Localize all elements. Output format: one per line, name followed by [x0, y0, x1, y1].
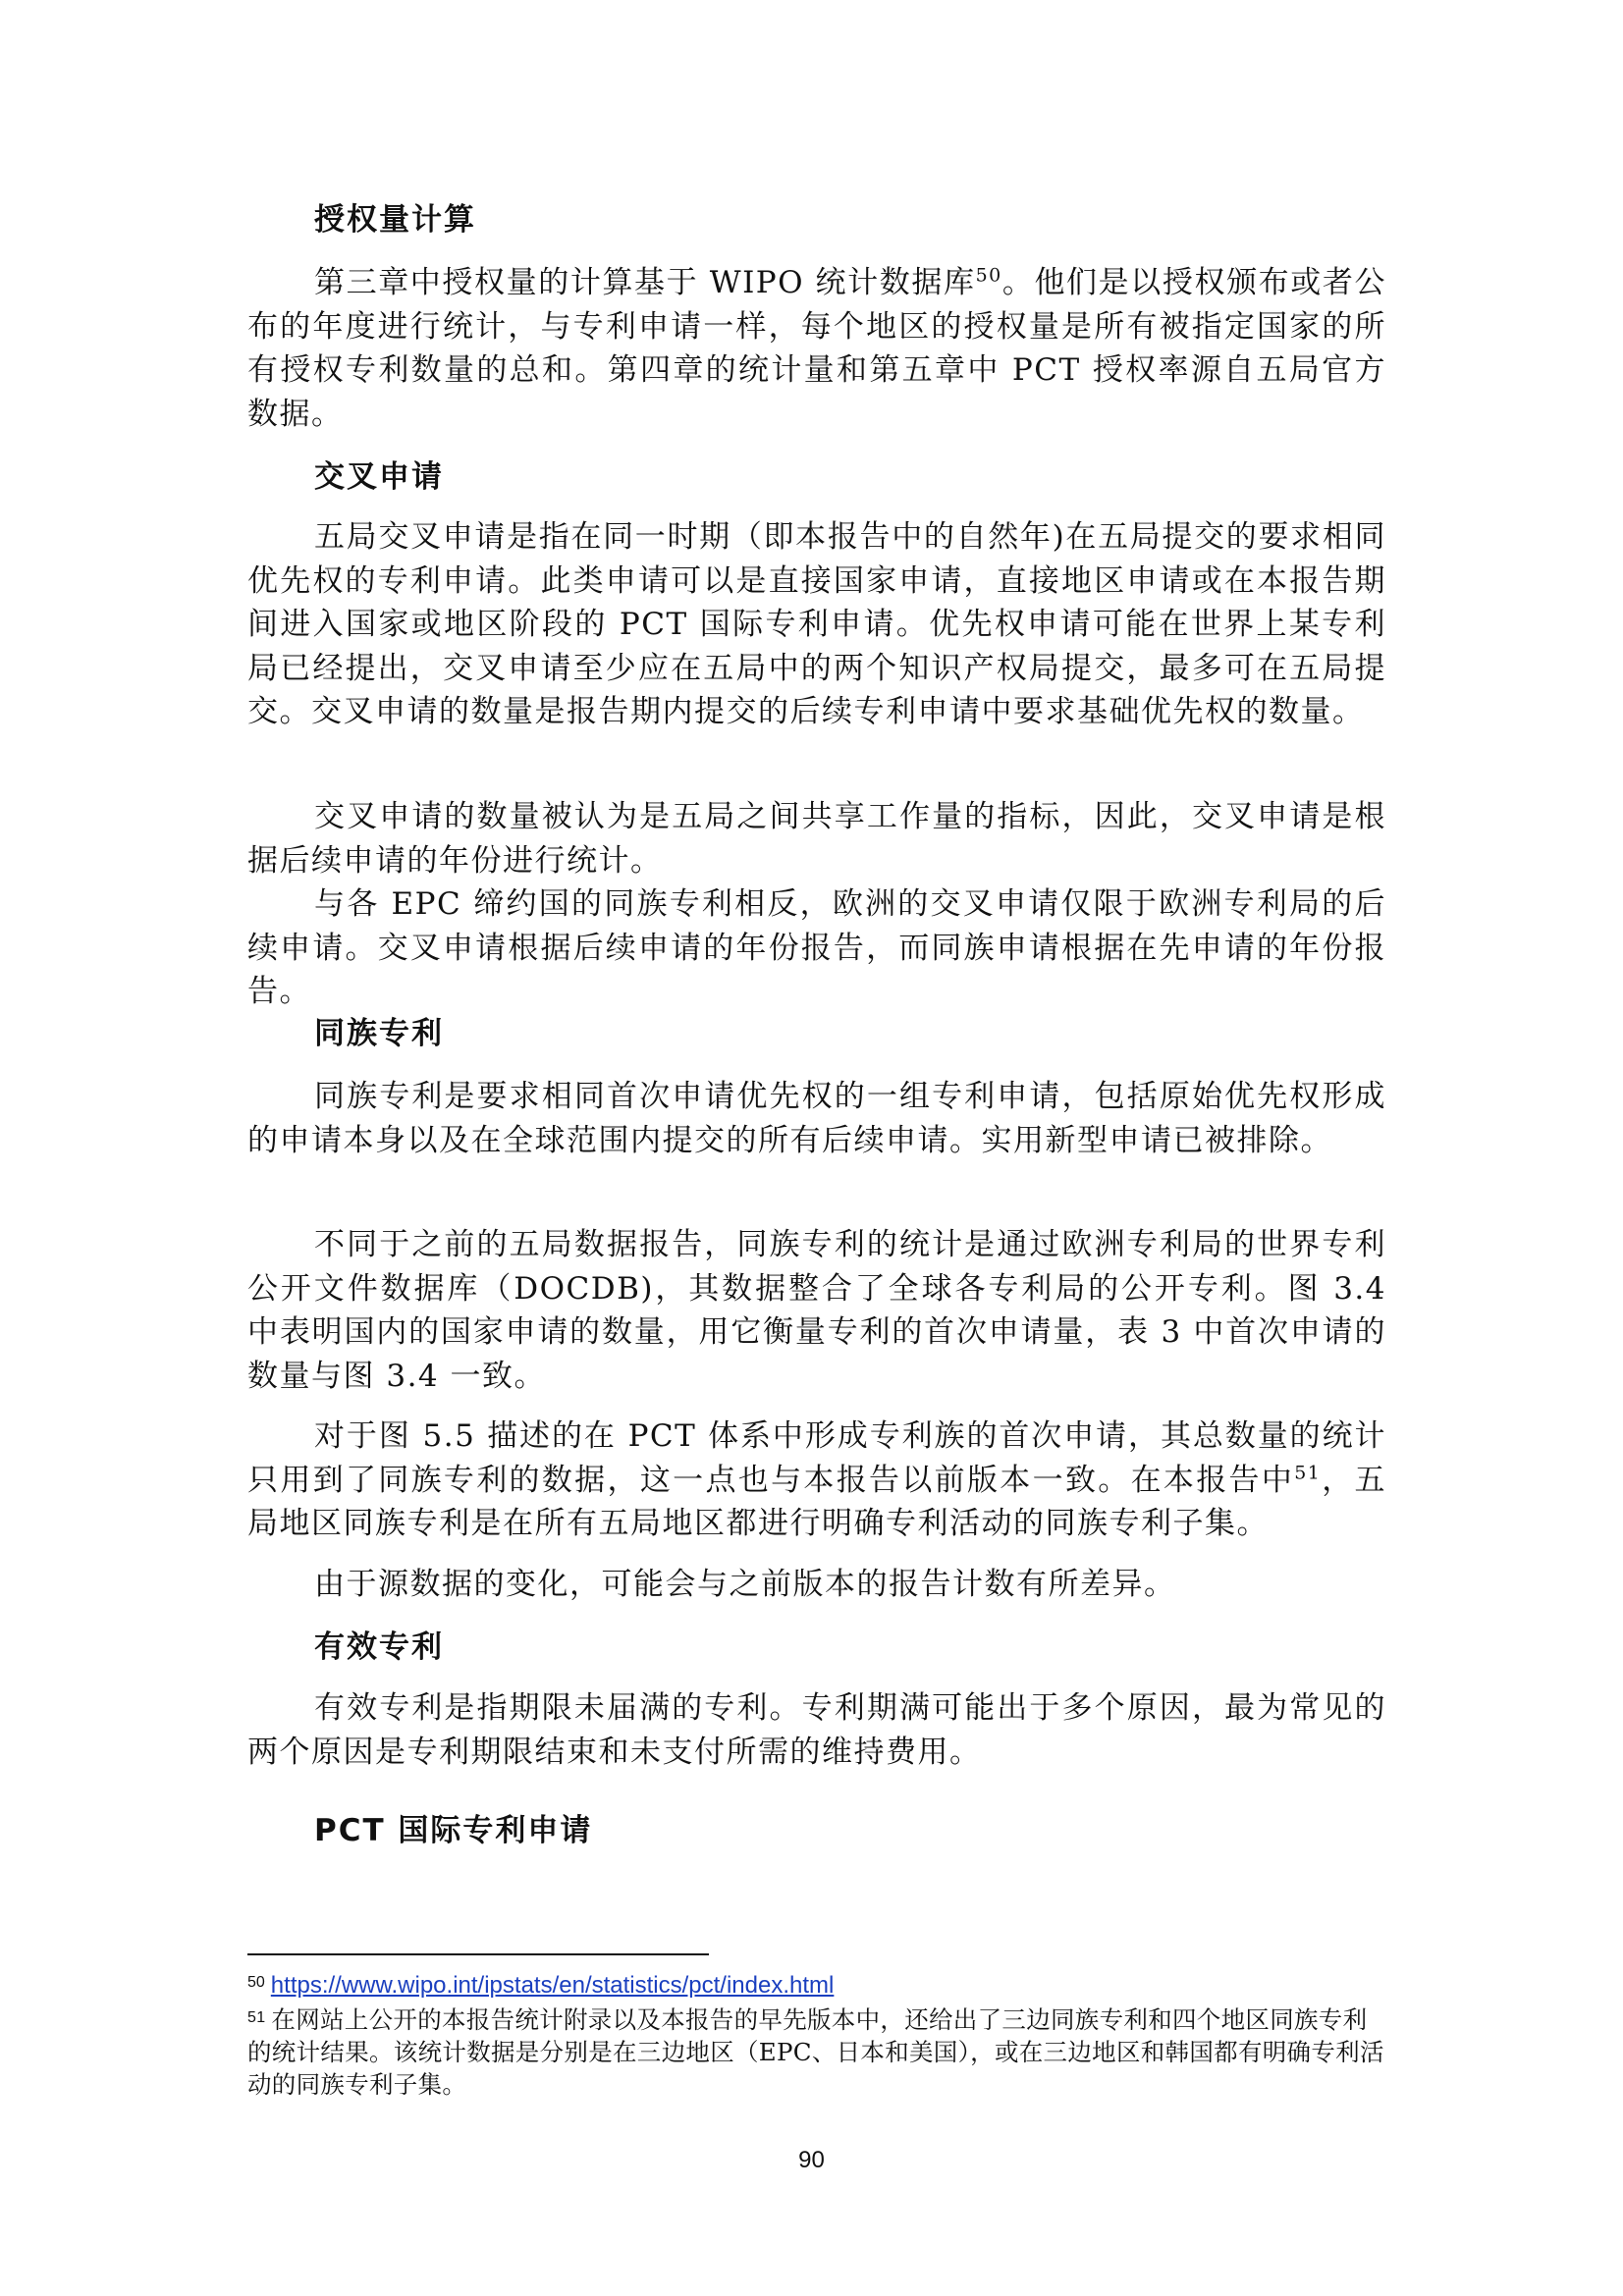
footnote-text: 在网站上公开的本报告统计附录以及本报告的早先版本中，还给出了三边同族专利和四个地区同族专利的统计结果。该统计数据是分别是在三边地区（EPC、日本和美国），或在三边地区和韩国都有明确专利活动的同族专利子集。 [247, 2005, 1384, 2099]
footnote-ref-50[interactable]: 50 [975, 264, 1002, 287]
patent-families-paragraph-4: 由于源数据的变化，可能会与之前版本的报告计数有所差异。 [314, 1567, 1176, 1602]
footnotes [247, 1966, 1386, 2101]
footnote-mark: 50 [247, 1974, 265, 1991]
section-heading-grants: 授权量计算 [314, 202, 476, 238]
cross-filing-paragraph-2: 交叉申请的数量被认为是五局之间共享工作量的指标，因此，交叉申请是根据后续申请的年份进行统计。 [247, 799, 1386, 879]
footnote-separator [247, 1953, 709, 1955]
patent-families-paragraph-3: 对于图 5.5 描述的在 PCT 体系中形成专利族的首次申请，其总数量的统计只用到了同族专利的数据，这一点也与本报告以前版本一致。在本报告中$^{51}$，五局地区同族专利是在所有五局地区都进行明确专利活动的同族专利子集。 [247, 1418, 1387, 1541]
footnote-50 [247, 1966, 1386, 2002]
patent-families-paragraph-2: 不同于之前的五局数据报告，同族专利的统计是通过欧洲专利局的世界专利公开文件数据库（DOCDB)，其数据整合了全球各专利局的公开专利。图 3.4 中表明国内的国家申请的数量，用它衡量专利的首次申请量，表 3 中首次申请的数量与图 3.4 一致。 [247, 1227, 1386, 1394]
footnote-ref-51[interactable]: 51 [1294, 1462, 1322, 1484]
section-heading-patents-in-force: 有效专利 [314, 1629, 444, 1665]
cross-filing-paragraph-1: 五局交叉申请是指在同一时期（即本报告中的自然年)在五局提交的要求相同优先权的专利申请。此类申请可以是直接国家申请，直接地区申请或在本报告期间进入国家或地区阶段的 PCT 国际专利申请。优先权申请可能在世界上某专利局已经提出，交叉申请至少应在五局中的两个知识产权局提交，最多可在五局提交。交叉申请的数量是报告期内提交的后续专利申请中要求基础优先权的数量。 [247, 519, 1386, 729]
footnote-link[interactable]: https://www.wipo.int/ipstats/en/statistics/pct/index.html [270, 1972, 835, 1999]
patent-families-paragraph-1: 同族专利是要求相同首次申请优先权的一组专利申请，包括原始优先权形成的申请本身以及在全球范围内提交的所有后续申请。实用新型申请已被排除。 [247, 1079, 1386, 1158]
page-number: 90 [798, 2147, 825, 2173]
footnote-51 [247, 2002, 1386, 2101]
section-heading-pct: PCT 国际专利申请 [314, 1813, 593, 1848]
footnote-mark: 51 [247, 2009, 266, 2026]
patents-in-force-paragraph: 有效专利是指期限未届满的专利。专利期满可能出于多个原因，最为常见的两个原因是专利期限结束和未支付所需的维持费用。 [247, 1690, 1386, 1770]
section-heading-patent-families: 同族专利 [314, 1016, 444, 1051]
cross-filing-paragraph-3: 与各 EPC 缔约国的同族专利相反，欧洲的交叉申请仅限于欧洲专利局的后续申请。交叉申请根据后续申请的年份报告，而同族申请根据在先申请的年份报告。 [247, 886, 1386, 1009]
section-heading-cross-filing: 交叉申请 [314, 459, 444, 495]
grants-paragraph: 第三章中授权量的计算基于 WIPO 统计数据库$^{50}$。他们是以授权颁布或者公布的年度进行统计，与专利申请一样，每个地区的授权量是所有被指定国家的所有授权专利数量的总和。第四章的统计量和第五章中 PCT 授权率源自五局官方数据。 [247, 264, 1386, 432]
